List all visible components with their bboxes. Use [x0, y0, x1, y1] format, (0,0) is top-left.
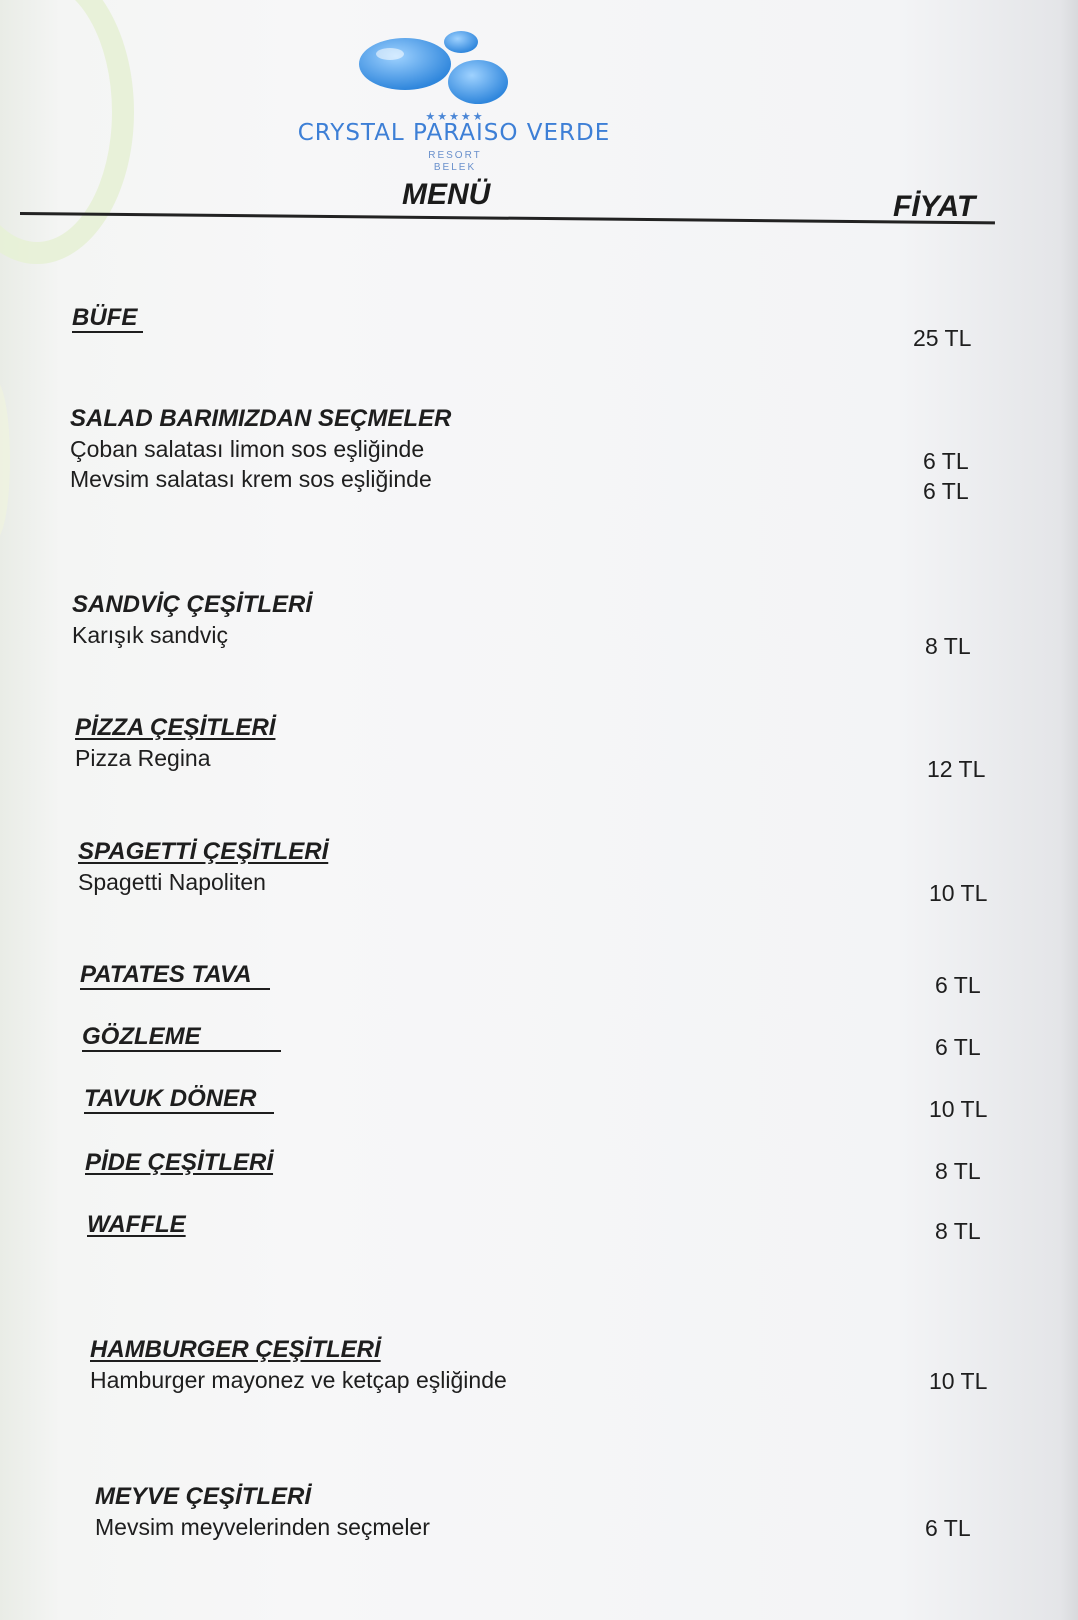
section-spagetti — [78, 837, 328, 897]
section-title: SPAGETTİ ÇEŞİTLERİ — [78, 838, 329, 865]
section-title: SANDVİÇ ÇEŞİTLERİ — [72, 591, 313, 618]
menu-item: Karışık sandviç — [72, 622, 228, 648]
menu-item: Spagetti Napoliten — [78, 869, 266, 895]
price-gozleme: 6 TL — [935, 1034, 981, 1060]
section-title: PİDE ÇEŞİTLERİ — [85, 1149, 274, 1176]
menu-item: Hamburger mayonez ve ketçap eşliğinde — [90, 1367, 507, 1393]
hotel-stars: ★★★★★ — [425, 111, 485, 123]
section-title: WAFFLE — [87, 1211, 186, 1238]
section-title: PATATES TAVA — [80, 962, 270, 990]
section-meyve — [95, 1482, 430, 1542]
price-mevsim-salatasi: 6 TL — [923, 478, 969, 504]
leaf-decoration — [0, 0, 134, 264]
section-title: GÖZLEME — [82, 1024, 281, 1052]
section-patates-tava — [80, 962, 270, 990]
price-meyve: 6 TL — [925, 1515, 971, 1541]
price-karisik-sandvic: 8 TL — [925, 633, 971, 659]
brand-subtitle — [400, 150, 510, 174]
brand-line-resort: RESORT — [428, 150, 482, 161]
section-waffle — [87, 1210, 186, 1240]
section-tavuk-doner — [84, 1086, 274, 1114]
menu-item: Çoban salatası limon sos eşliğinde — [70, 436, 425, 462]
section-gozleme — [82, 1024, 281, 1052]
brand-name: CRYSTAL PARAISO VERDE — [297, 120, 611, 146]
leaf-decoration-lower — [0, 380, 10, 540]
price-hamburger: 10 TL — [929, 1368, 988, 1394]
header-divider — [20, 212, 995, 224]
section-sandvic — [72, 590, 312, 650]
price-coban-salatasi: 6 TL — [923, 448, 969, 474]
section-title: BÜFE — [72, 305, 143, 333]
menu-item: Mevsim meyvelerinden seçmeler — [95, 1514, 430, 1540]
price-waffle: 8 TL — [935, 1218, 981, 1244]
price-spagetti-napoliten: 10 TL — [929, 880, 988, 906]
section-pide — [85, 1148, 273, 1178]
section-title: MEYVE ÇEŞİTLERİ — [95, 1483, 312, 1510]
section-title: SALAD BARIMIZDAN SEÇMELER — [70, 405, 452, 432]
brand-line-belek: BELEK — [433, 162, 477, 173]
section-title: TAVUK DÖNER — [84, 1086, 274, 1114]
menu-heading: MENÜ — [402, 178, 491, 211]
section-title: PİZZA ÇEŞİTLERİ — [75, 714, 276, 741]
menu-item: Pizza Regina — [75, 745, 211, 771]
price-pizza-regina: 12 TL — [927, 756, 986, 782]
section-hamburger — [90, 1335, 507, 1395]
price-patates-tava: 6 TL — [935, 972, 981, 998]
section-pizza — [75, 713, 275, 773]
menu-item: Mevsim salatası krem sos eşliğinde — [70, 466, 432, 492]
section-bufe — [72, 305, 143, 333]
section-title: HAMBURGER ÇEŞİTLERİ — [90, 1336, 381, 1363]
price-heading: FİYAT — [893, 190, 976, 223]
price-pide: 8 TL — [935, 1158, 981, 1184]
price-bufe: 25 TL — [913, 325, 972, 351]
price-tavuk-doner: 10 TL — [929, 1096, 988, 1122]
section-salad — [70, 404, 451, 494]
